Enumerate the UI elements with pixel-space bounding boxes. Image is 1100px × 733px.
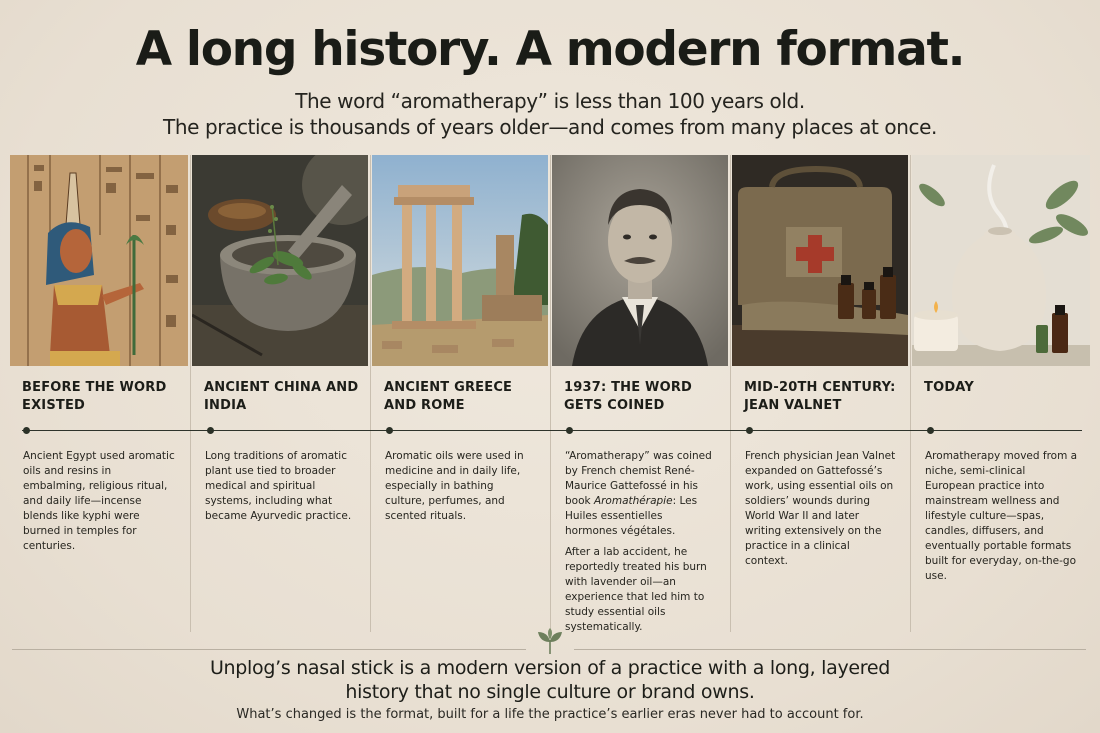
era-column-today [912,155,1090,632]
footer-statement: Unplog’s nasal stick is a modern version of a practice with a long, layered history that no single culture or brand owns. [209,657,891,703]
timeline-dot [23,427,30,434]
book-subtitle: : Les Huiles essentielles hormones végétales. [565,495,698,537]
timeline-dot [566,427,573,434]
era-column-valnet [732,155,908,632]
timeline-line [22,430,1082,431]
subtitle-line-1: The word “aromatherapy” is less than 100 years old. [295,89,805,113]
era-paragraph: French physician Jean Valnet expanded on Gattefossé’s work, using essential oils on soldiers’ wounds during World War II and later writing extensively on the practice in a clinical context. [745,450,896,567]
era-paragraph [565,449,716,539]
footer-rule-left [12,649,526,650]
era-title: BEFORE THE WORD EXISTED [22,380,167,413]
era-title: TODAY [924,380,974,395]
era-title: ANCIENT CHINA AND INDIA [204,380,359,413]
era-column-greece-rome [372,155,548,632]
diffuser-image [912,155,1090,366]
page-title: A long history. A modern format. [135,22,965,77]
era-column-egypt [10,155,188,632]
era-paragraph: Long traditions of aromatic plant use tied to broader medical and spiritual systems, including what became Ayurvedic practice. [205,450,352,522]
greek-ruins-image [372,155,548,366]
column-divider [910,155,911,632]
leaf-icon [534,628,566,656]
mortar-and-pestle-image [192,155,368,366]
era-column-1937 [552,155,728,632]
footer-rule-right [574,649,1086,650]
era-text: “Aromatherapy” was coined by French chemist René-Maurice Gattefossé in his book [565,450,712,507]
timeline-dot [746,427,753,434]
era-description [732,449,908,569]
egyptian-relief-image [10,155,188,366]
subtitle-line-2: The practice is thousands of years older—and comes from many places at once. [163,115,937,139]
column-divider [730,155,731,632]
era-title: ANCIENT GREECE AND ROME [384,380,513,413]
column-divider [370,155,371,632]
column-divider [550,155,551,632]
era-paragraph: After a lab accident, he reportedly treated his burn with lavender oil—an experience that led him to study essential oils systematically. [565,546,707,633]
column-divider [190,155,191,632]
timeline-dot [207,427,214,434]
era-paragraph: Ancient Egypt used aromatic oils and resins in embalming, religious ritual, and daily life—incense blends like kyphi were burned in temples for centuries. [23,450,175,552]
era-description [10,449,188,554]
era-title: 1937: THE WORD GETS COINED [564,380,693,413]
era-paragraph: Aromatherapy moved from a niche, semi-clinical European practice into mainstream wellness and lifestyle culture—spas, candles, diffusers, and eventually portable formats built for everyday, on-the-go use. [925,450,1078,582]
era-title: MID-20TH CENTURY: JEAN VALNET [744,380,896,413]
era-column-china-india [192,155,368,632]
era-description [372,449,548,524]
medical-kit-image [732,155,908,366]
timeline-dot [386,427,393,434]
gattefosse-portrait-image [552,155,728,366]
era-description [552,449,728,635]
footer-note: What’s changed is the format, built for a life the practice’s earlier eras never had to account for. [236,707,864,722]
era-description [912,449,1090,584]
era-description [192,449,368,524]
timeline-dot [927,427,934,434]
era-paragraph: Aromatic oils were used in medicine and in daily life, especially in bathing culture, perfumes, and scented rituals. [385,450,524,522]
book-title: Aromathérapie [593,495,673,507]
